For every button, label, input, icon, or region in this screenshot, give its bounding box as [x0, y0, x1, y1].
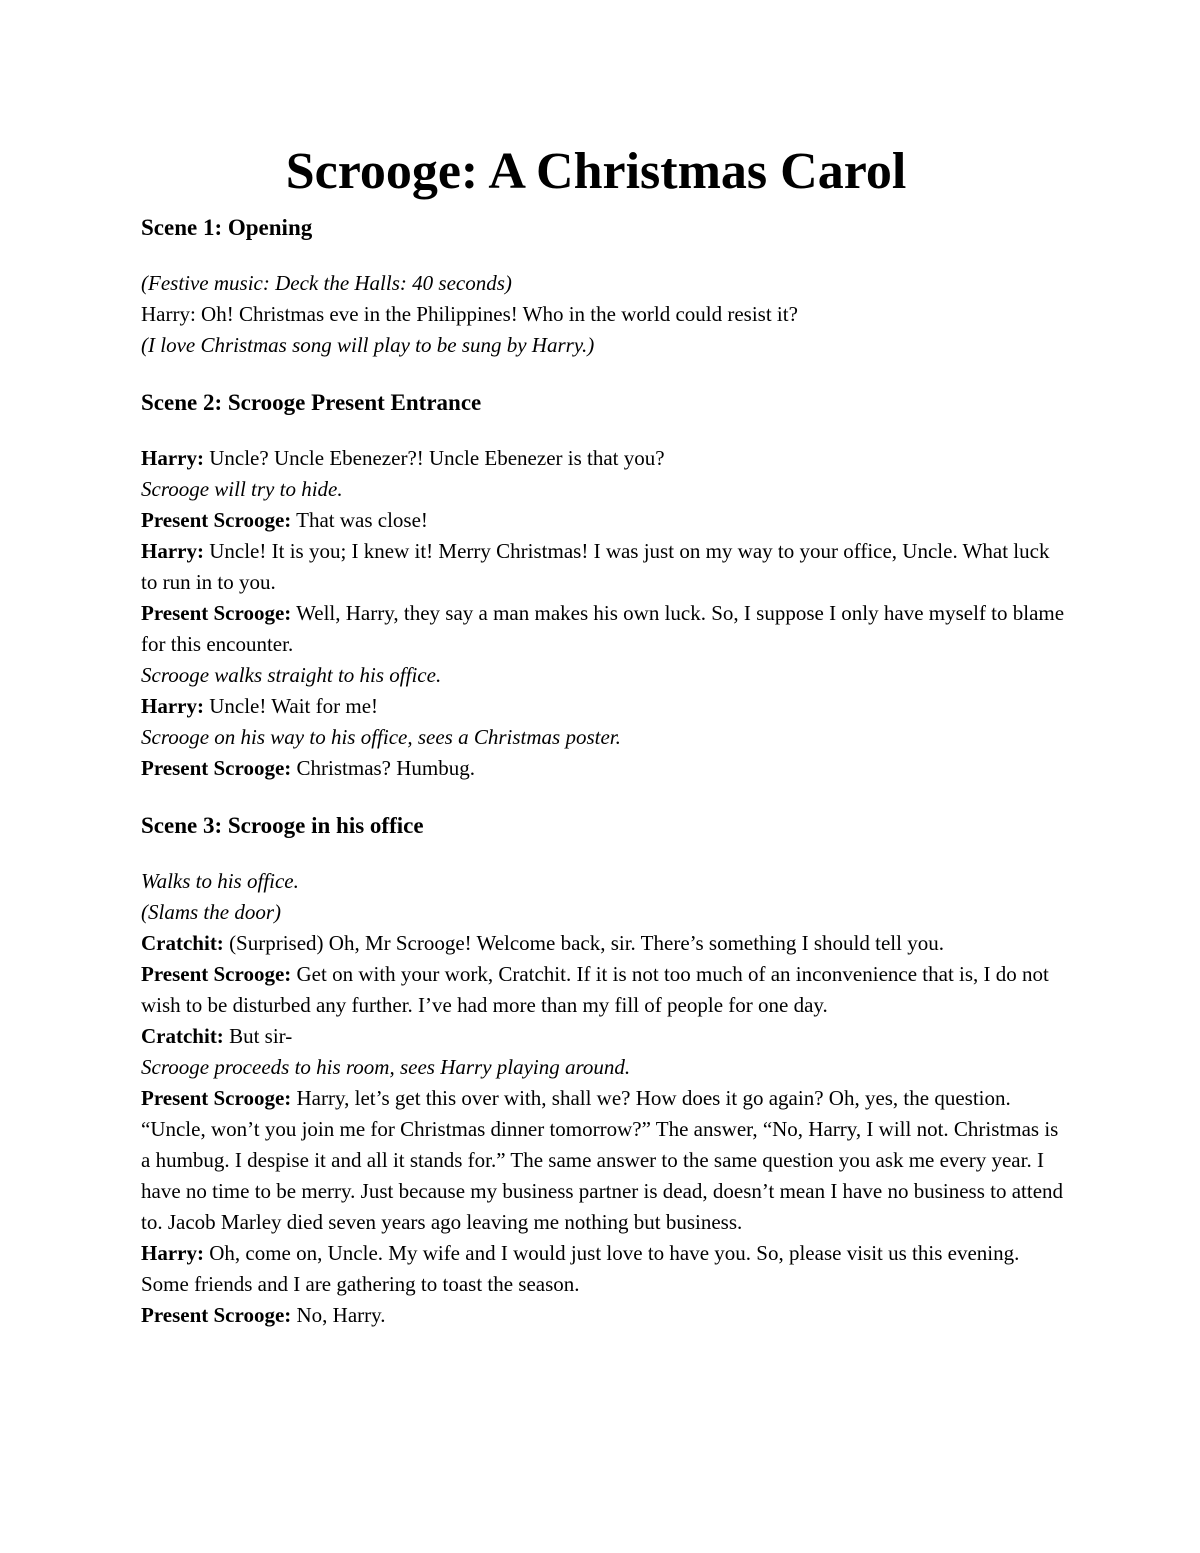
- scene-heading: Scene 1: Opening: [141, 215, 313, 240]
- dialogue-line: [141, 536, 1071, 598]
- dialogue-text: Uncle! It is you; I knew it! Merry Christmas! I was just on my way to your office, Uncle. What luck to run in to you.: [141, 539, 1050, 594]
- speaker-name: Present Scrooge:: [141, 508, 292, 532]
- stage-direction: Scrooge walks straight to his office.: [141, 663, 442, 687]
- dialogue-text: No, Harry.: [291, 1303, 386, 1327]
- dialogue-text: (Surprised) Oh, Mr Scrooge! Welcome back, sir. There’s something I should tell you.: [223, 931, 944, 955]
- dialogue-text: Oh, come on, Uncle. My wife and I would just love to have you. So, please visit us this evening. Some friends and I are gathering to toast the season.: [141, 1241, 1020, 1296]
- dialogue-line: [141, 928, 1071, 959]
- stage-direction: (Slams the door): [141, 900, 281, 924]
- speaker-name: Harry:: [141, 694, 204, 718]
- speaker-name: Harry:: [141, 539, 204, 563]
- stage-direction: Scrooge on his way to his office, sees a Christmas poster.: [141, 725, 621, 749]
- speaker-name: Cratchit:: [141, 931, 224, 955]
- dialogue-text: Get on with your work, Cratchit. If it is not too much of an inconvenience that is, I do not wish to be disturbed any further. I’ve had more than my fill of people for one day.: [141, 962, 1049, 1017]
- speaker-name: Present Scrooge:: [141, 756, 292, 780]
- dialogue-line: Harry: Oh! Christmas eve in the Philippines! Who in the world could resist it?: [141, 302, 798, 326]
- dialogue-line: [141, 1021, 1071, 1052]
- dialogue-line: [141, 691, 1071, 722]
- dialogue-line: [141, 505, 1071, 536]
- speaker-name: Harry:: [141, 1241, 204, 1265]
- dialogue-text: Uncle? Uncle Ebenezer?! Uncle Ebenezer is that you?: [203, 446, 665, 470]
- dialogue-line: [141, 598, 1071, 660]
- scene-1: [141, 212, 1071, 361]
- dialogue-text: Uncle! Wait for me!: [203, 694, 379, 718]
- speaker-name: Present Scrooge:: [141, 962, 292, 986]
- scene-2: [141, 387, 1071, 784]
- speaker-name: Present Scrooge:: [141, 1303, 292, 1327]
- document-title: Scrooge: A Christmas Carol: [285, 143, 907, 200]
- speaker-name: Cratchit:: [141, 1024, 224, 1048]
- stage-direction: Scrooge proceeds to his room, sees Harry playing around.: [141, 1055, 631, 1079]
- dialogue-line: [141, 1300, 1071, 1331]
- stage-direction: Walks to his office.: [141, 869, 299, 893]
- scenes-container: [141, 212, 1071, 1331]
- dialogue-text: Well, Harry, they say a man makes his own luck. So, I suppose I only have myself to blame for this encounter.: [141, 601, 1065, 656]
- speaker-name: Present Scrooge:: [141, 601, 292, 625]
- scene-heading: Scene 3: Scrooge in his office: [141, 813, 424, 838]
- scene-3: [141, 810, 1071, 1331]
- dialogue-line: [141, 753, 1071, 784]
- stage-direction: (Festive music: Deck the Halls: 40 seconds): [141, 271, 512, 295]
- dialogue-text: Harry, let’s get this over with, shall we? How does it go again? Oh, yes, the question. “Uncle, won’t you join me for Christmas dinner tomorrow?” The answer, “No, Harry, I will not. Christmas is a humbug. I despise it and all it stands for.” The same answer to the same question you ask me every year. I have no time to be merry. Just because my business partner is dead, doesn’t mean I have no business to attend to. Jacob Marley died seven years ago leaving me nothing but business.: [141, 1086, 1064, 1234]
- speaker-name: Harry:: [141, 446, 204, 470]
- speaker-name: Present Scrooge:: [141, 1086, 292, 1110]
- dialogue-line: [141, 443, 1071, 474]
- dialogue-text: Christmas? Humbug.: [291, 756, 476, 780]
- stage-direction: Scrooge will try to hide.: [141, 477, 343, 501]
- scene-heading: Scene 2: Scrooge Present Entrance: [141, 390, 482, 415]
- document-page: [141, 140, 1071, 1357]
- dialogue-line: [141, 1238, 1071, 1300]
- dialogue-text: But sir-: [223, 1024, 293, 1048]
- stage-direction: (I love Christmas song will play to be sung by Harry.): [141, 333, 595, 357]
- dialogue-line: [141, 959, 1071, 1021]
- dialogue-line: [141, 1083, 1071, 1238]
- dialogue-text: That was close!: [291, 508, 428, 532]
